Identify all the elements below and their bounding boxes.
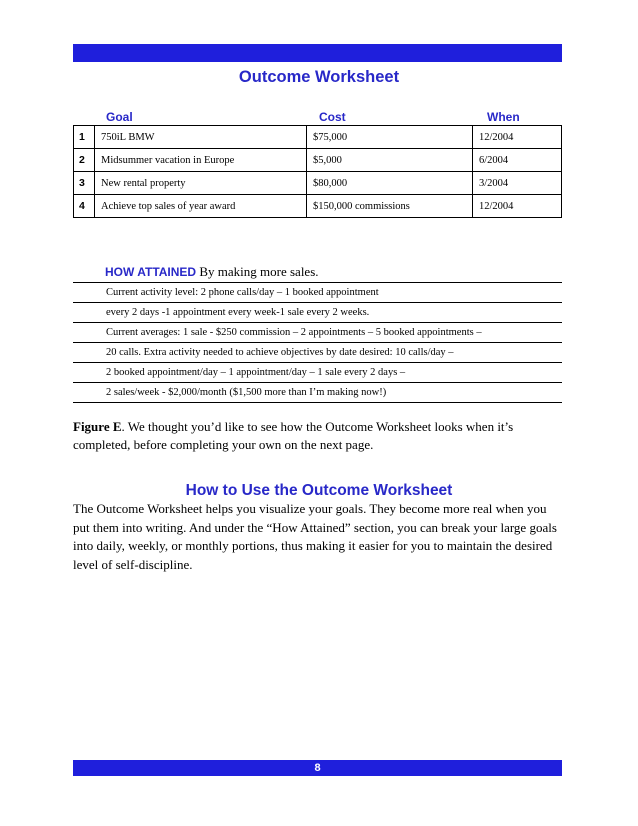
how-attained-table <box>73 282 562 403</box>
table-row <box>74 149 562 172</box>
how-attained-heading <box>105 264 319 280</box>
column-header-goal: Goal <box>106 110 133 124</box>
row-number: 3 <box>74 172 95 195</box>
page-number: 8 <box>314 762 321 774</box>
goal-cell: 750iL BMW <box>95 126 307 149</box>
goal-cell: Achieve top sales of year award <box>95 195 307 218</box>
table-row <box>73 283 562 303</box>
goals-table <box>73 125 562 218</box>
how-attained-line: 2 booked appointment/day – 1 appointment/day – 1 sale every 2 days – <box>73 363 562 383</box>
section-body: The Outcome Worksheet helps you visualize your goals. They become more real when you put them into writing. And under the “How Attained” section, you can break your large goals into daily, weekly, or monthly portions, thus making it easier for you to maintain the desired level of self-discipline. <box>73 501 557 572</box>
how-attained-line: 2 sales/week - $2,000/month ($1,500 more than I’m making now!) <box>73 383 562 403</box>
how-attained-value: By making more sales. <box>199 264 319 279</box>
goal-cell: Midsummer vacation in Europe <box>95 149 307 172</box>
row-number: 4 <box>74 195 95 218</box>
column-header-when: When <box>487 110 520 124</box>
cost-cell: $80,000 <box>307 172 473 195</box>
page-title: Outcome Worksheet <box>238 68 400 86</box>
column-header-cost: Cost <box>319 110 346 124</box>
how-attained-line: 20 calls. Extra activity needed to achieve objectives by date desired: 10 calls/day – <box>73 343 562 363</box>
when-cell: 6/2004 <box>473 149 562 172</box>
row-number: 2 <box>74 149 95 172</box>
figure-text: . We thought you’d like to see how the Outcome Worksheet looks when it’s completed, before completing your own on the next page. <box>73 419 514 452</box>
table-row <box>74 126 562 149</box>
section-heading: How to Use the Outcome Worksheet <box>185 482 453 499</box>
footer-bar <box>73 760 562 776</box>
table-row <box>73 303 562 323</box>
header-bar <box>73 44 562 62</box>
how-attained-line: Current averages: 1 sale - $250 commission – 2 appointments – 5 booked appointments – <box>73 323 562 343</box>
table-row <box>73 383 562 403</box>
figure-caption <box>73 418 565 454</box>
table-row <box>74 172 562 195</box>
goal-cell: New rental property <box>95 172 307 195</box>
when-cell: 12/2004 <box>473 126 562 149</box>
how-attained-line: every 2 days -1 appointment every week-1 sale every 2 weeks. <box>73 303 562 323</box>
how-attained-line: Current activity level: 2 phone calls/day – 1 booked appointment <box>73 283 562 303</box>
cost-cell: $5,000 <box>307 149 473 172</box>
when-cell: 3/2004 <box>473 172 562 195</box>
cost-cell: $150,000 commissions <box>307 195 473 218</box>
table-row <box>74 195 562 218</box>
table-row <box>73 323 562 343</box>
cost-cell: $75,000 <box>307 126 473 149</box>
when-cell: 12/2004 <box>473 195 562 218</box>
how-attained-label: HOW ATTAINED <box>105 265 197 279</box>
figure-label: Figure E <box>73 419 122 434</box>
table-row <box>73 343 562 363</box>
row-number: 1 <box>74 126 95 149</box>
table-row <box>73 363 562 383</box>
